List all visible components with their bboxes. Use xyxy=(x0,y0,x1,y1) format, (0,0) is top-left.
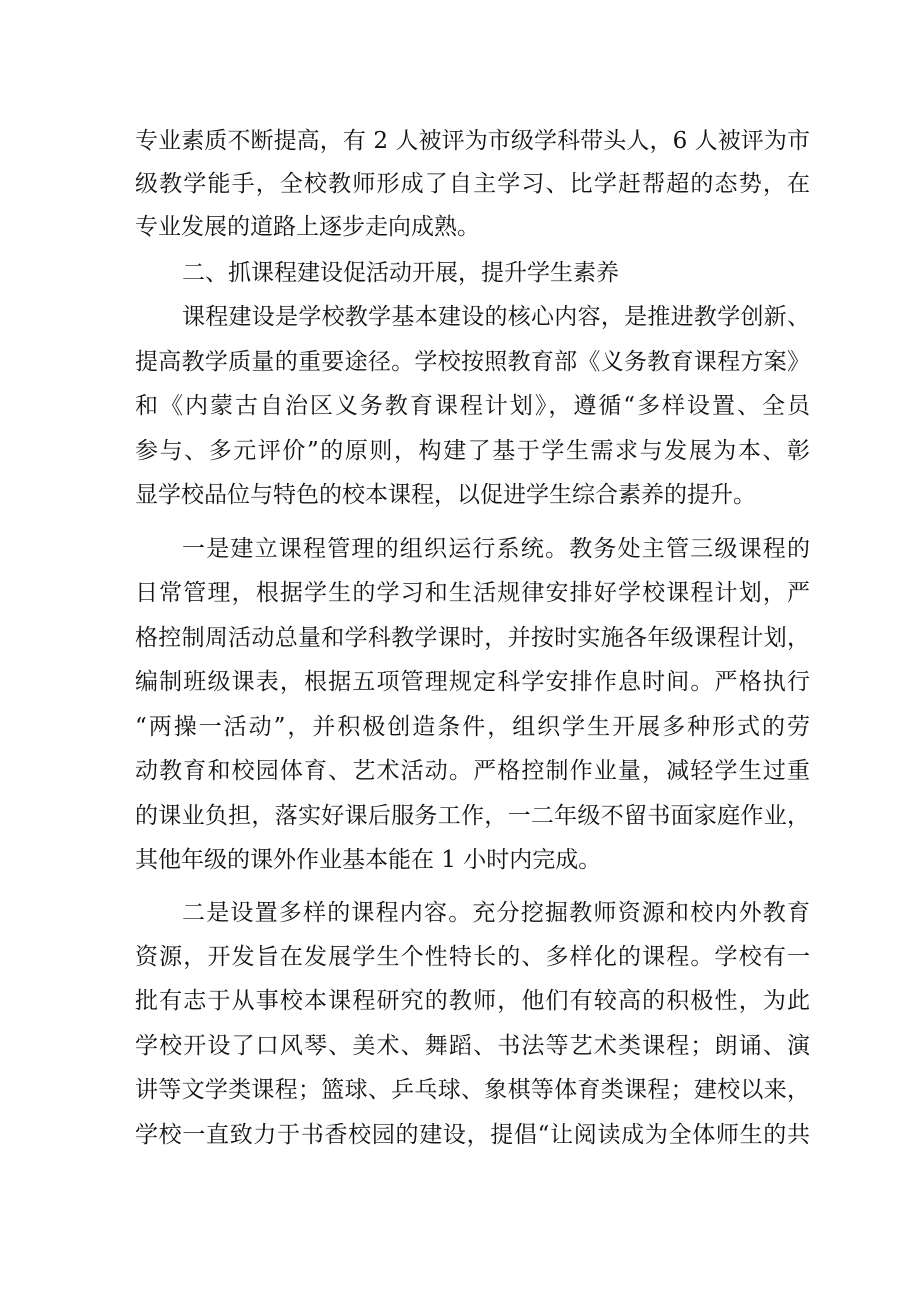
text-line: 编制班级课表，根据五项管理规定科学安排作息时间。严格执行 xyxy=(135,669,810,695)
text-line: 学校一直致力于书香校园的建设，提倡“让阅读成为全体师生的共 xyxy=(135,1122,810,1148)
text-line: 资源，开发旨在发展学生个性特长的、多样化的课程。学校有一 xyxy=(135,944,810,970)
text-line: 其他年级的课外作业基本能在 1 小时内完成。 xyxy=(135,847,602,873)
section-heading: 二、抓课程建设促活动开展，提升学生素养 xyxy=(182,260,619,286)
text-line: 一是建立课程管理的组织运行系统。教务处主管三级课程的 xyxy=(182,536,810,562)
text-line: 学校开设了口风琴、美术、舞蹈、书法等艺术类课程；朗诵、演 xyxy=(135,1033,810,1059)
text-line: 讲等文学类课程；篮球、乒乓球、象棋等体育类课程；建校以来， xyxy=(135,1077,810,1103)
text-line: 课程建设是学校教学基本建设的核心内容，是推进教学创新、 xyxy=(182,304,810,330)
text-line: 提高教学质量的重要途径。学校按照教育部《义务教育课程方案》 xyxy=(135,349,810,375)
text-line: 批有志于从事校本课程研究的教师，他们有较高的积极性，为此 xyxy=(135,988,810,1014)
text-line: “两操一活动”，并积极创造条件，组织学生开展多种形式的劳 xyxy=(135,714,810,740)
text-line: 显学校品位与特色的校本课程，以促进学生综合素养的提升。 xyxy=(135,482,756,508)
text-line: 格控制周活动总量和学科教学课时，并按时实施各年级课程计划， xyxy=(135,625,810,651)
text-line: 日常管理，根据学生的学习和生活规律安排好学校课程计划，严 xyxy=(135,580,810,606)
text-line: 动教育和校园体育、艺术活动。严格控制作业量，减轻学生过重 xyxy=(135,758,810,784)
text-line: 的课业负担，落实好课后服务工作，一二年级不留书面家庭作业， xyxy=(135,803,810,829)
text-line: 参与、多元评价”的原则，构建了基于学生需求与发展为本、彰 xyxy=(135,438,810,464)
text-line: 二是设置多样的课程内容。充分挖掘教师资源和校内外教育 xyxy=(182,900,810,926)
text-line: 专业发展的道路上逐步走向成熟。 xyxy=(135,214,480,240)
text-line: 和《内蒙古自治区义务教育课程计划》，遵循“多样设置、全员 xyxy=(135,393,810,419)
text-line: 专业素质不断提高，有 2 人被评为市级学科带头人，6 人被评为市 xyxy=(135,128,810,154)
text-line: 级教学能手，全校教师形成了自主学习、比学赶帮超的态势，在 xyxy=(135,171,810,197)
